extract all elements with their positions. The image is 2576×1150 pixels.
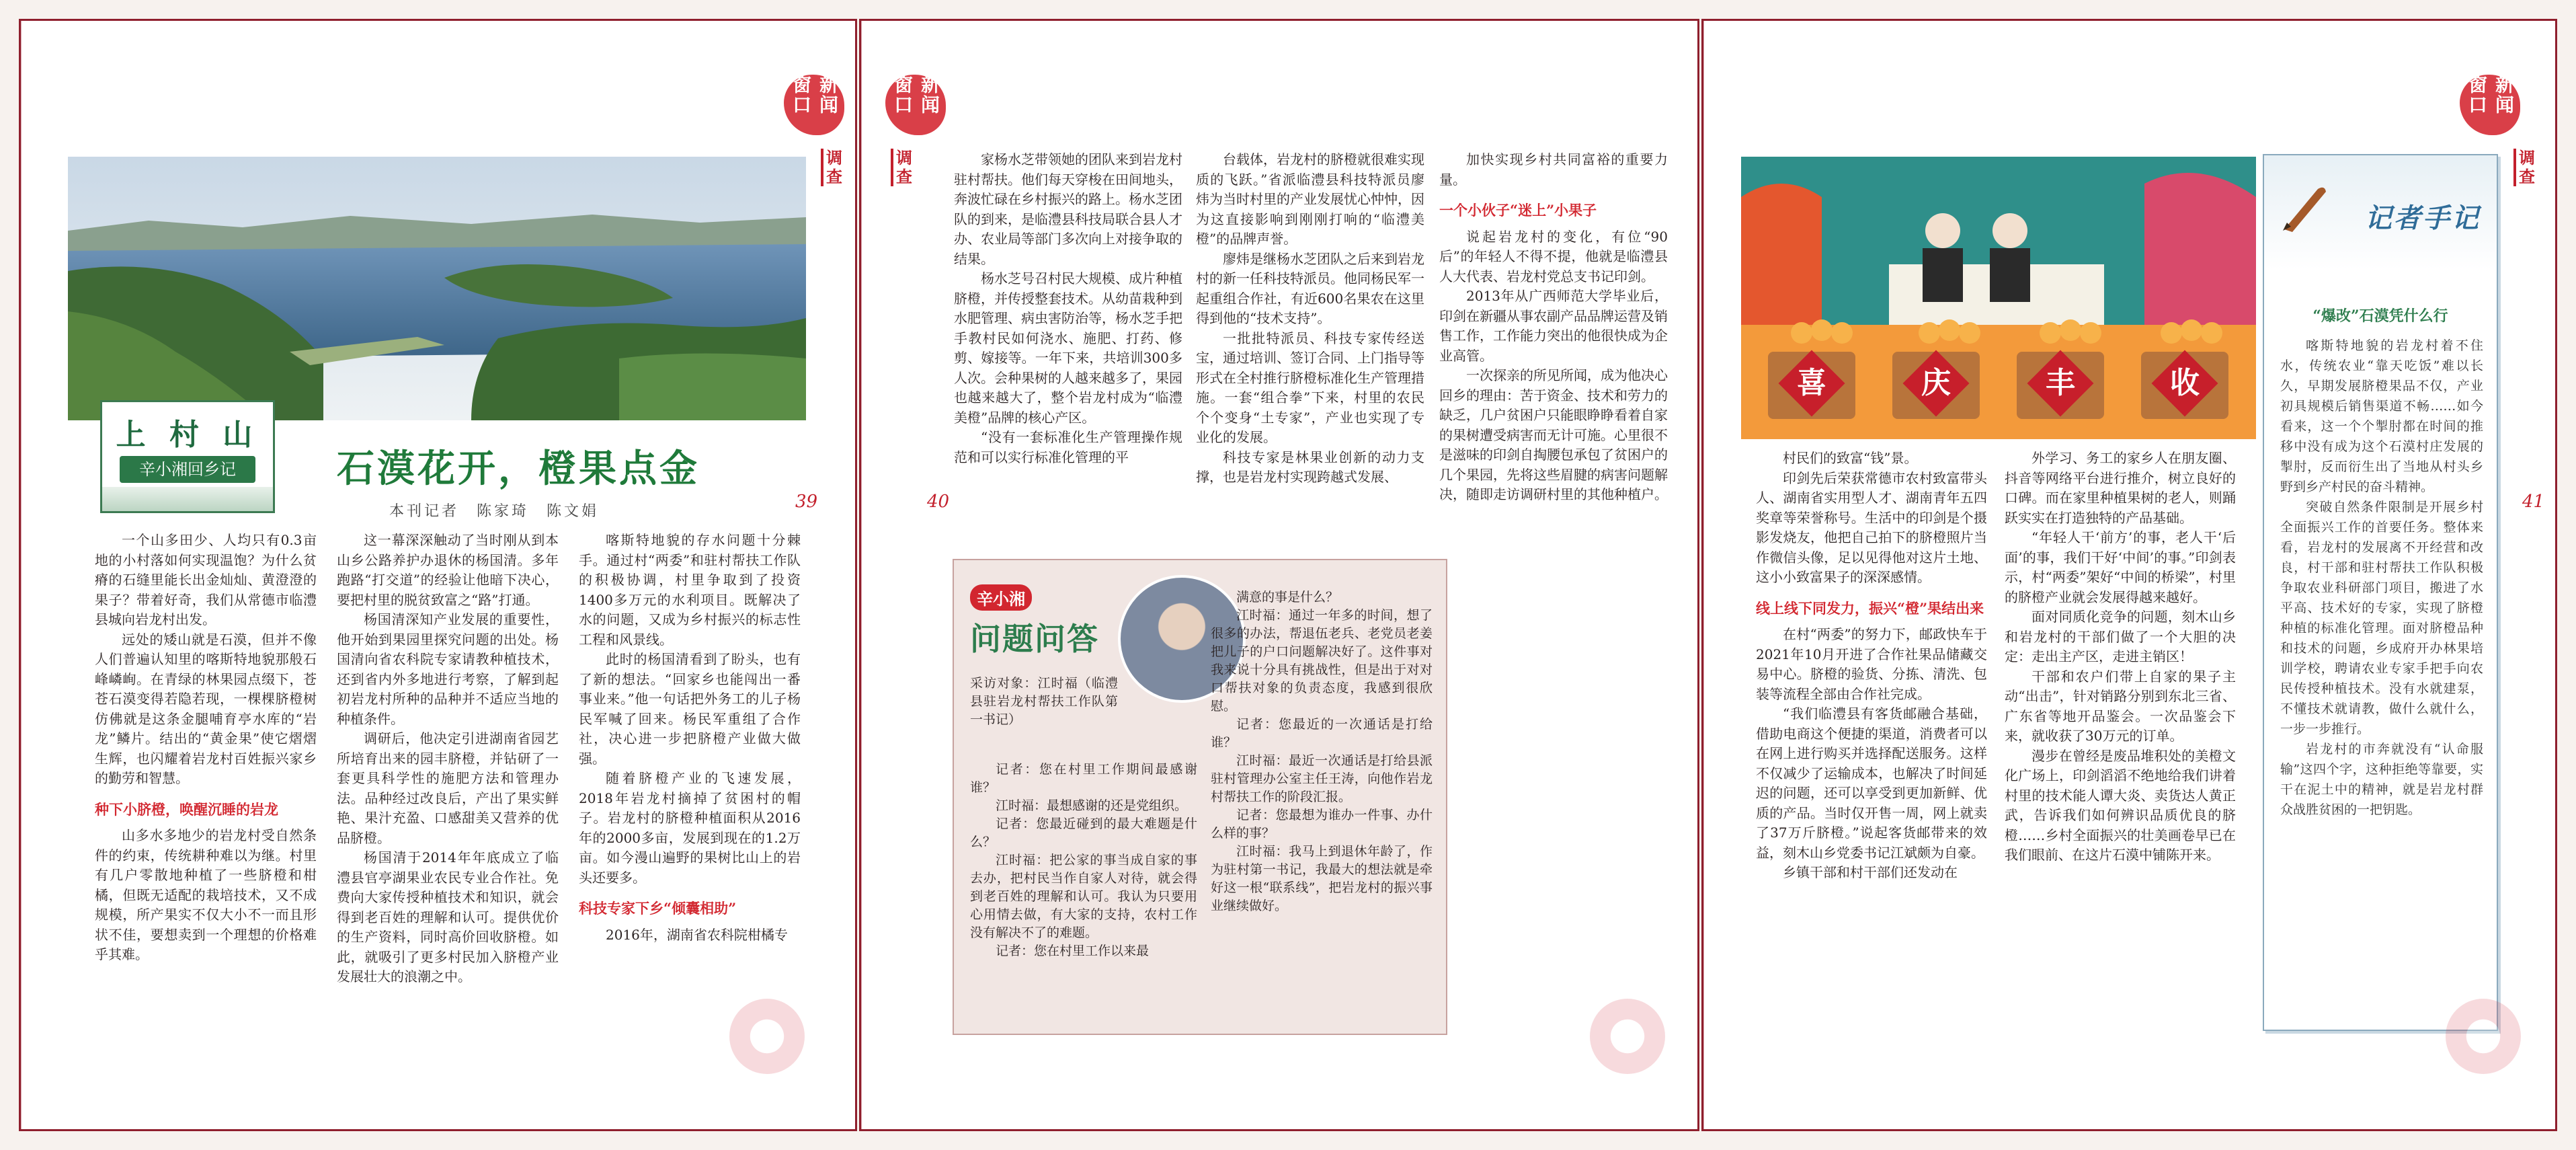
- text-column-2: [337, 531, 559, 987]
- paragraph: “没有一套标准化生产管理操作规范和可以实行标准化管理的平: [954, 429, 1182, 465]
- qa-column-left: 记者：您在村里工作期间最感谢谁？ 江时福：最想感谢的还是党组织。 记者：您最近碰到的最大难题是什么？ 江时福：把公家的事当成自家的事去办，把村民当作自家人对待，就会得到老百姓的理解和认可。我认为只要用心用情去做，有大家的支持，农村工作没有解决不了的难题。 记者：您在村里工作以来最: [970, 762, 1197, 958]
- notes-subtitle: “爆改”石漠凭什么行: [2312, 307, 2448, 325]
- article-headline: 石漠花开，橙果点金: [337, 447, 700, 491]
- subheading: 一个小伙子“迷上”小果子: [1439, 202, 1597, 219]
- qa-logo: 辛小湘 问题问答: [970, 584, 1111, 659]
- paragraph: 一个山多田少、人均只有0.3亩地的小村落如何实现温饱？为什么贫瘠的石缝里能长出金灿灿、黄澄澄的果子？带着好奇，我们从常德市临澧县城向岩龙村出发。: [95, 532, 317, 627]
- paragraph: 台载体，岩龙村的脐橙就很难实现质的飞跃。”省派临澧县科技特派员廖炜为当时村里的产业发展忧心忡忡，因为这直接影响到刚刚打响的“临澧美橙”的品牌声誉。: [1196, 151, 1424, 247]
- paragraph: 喀斯特地貌的存水问题十分棘手。通过村“两委”和驻村帮扶工作队的积极协调，村里争取到了投资1400多万元的水利项目。既解决了水的问题，又成为乡村振兴的标志性工程和风景线。: [579, 532, 801, 648]
- page-number: 40: [927, 492, 950, 512]
- page-number: 41: [2522, 492, 2545, 512]
- column-stamp: 新闻 窗口: [2460, 75, 2520, 135]
- paragraph: 喀斯特地貌的岩龙村着不住水，传统农业“靠天吃饭”难以长久，早期发展脐橙果品不仅，产业初具规模后销售渠道不畅……如今看来，这一个个掣肘都在时间的推移中没有成为这个石漠村庄发展的掣肘，反而衍生出了当地从村头乡野到乡产村民的奋斗精神。: [2280, 338, 2483, 494]
- page-41: [1701, 19, 2557, 1131]
- page-39: [19, 19, 857, 1131]
- paragraph: 随着脐橙产业的飞速发展，2018年岩龙村摘掉了贫困村的帽子。岩龙村的脐橙种植面积从2016年的2000多亩，发展到现在的1.2万亩。如今漫山遍野的果树比山上的岩头还要多。: [579, 770, 801, 886]
- section-tag: 调查: [821, 149, 845, 186]
- paragraph: 干部和农户们带上自家的果子主动“出击”，针对销路分别到东北三省、广东省等地开品鉴会。一次品鉴会下来，就收获了30万元的订单。: [2005, 668, 2236, 744]
- text-column-1: [95, 531, 317, 965]
- subheading: 线上线下同发力，振兴“橙”果结出来: [1756, 599, 1984, 617]
- section-tag: 调查: [891, 149, 915, 186]
- quill-pen-icon: [2278, 182, 2331, 236]
- paragraph: 印剑先后荣获常德市农村致富带头人、湖南省实用型人才、湖南青年五四奖章等荣誉称号。生活中的印剑是个摄影发烧友，他把自己拍下的脐橙照片当作微信头像，足以见得他对这片土地、这小小致富果子的深深感情。: [1756, 469, 1987, 585]
- notes-title: 记者手记: [2365, 202, 2481, 234]
- interviewee-info: 采访对象：江时福（临澧县驻岩龙村帮扶工作队第一书记）: [970, 676, 1118, 727]
- paragraph: 加快实现乡村共同富裕的重要力量。: [1439, 151, 1668, 188]
- text-column-2: [1196, 150, 1424, 488]
- column-banner: [100, 400, 275, 513]
- paragraph: “年轻人干‘前方’的事，老人干‘后面’的事，我们干好‘中间’的事。”印剑表示，村“两委”架好“中间的桥梁”，村里的脐橙产业就会发展得越来越好。: [2005, 529, 2236, 605]
- harvest-basket: 喜: [1768, 352, 1855, 419]
- paragraph: 漫步在曾经是废品堆积处的美橙文化广场上，印剑滔滔不绝地给我们讲着村里的技术能人谭大炎、卖货达人黄正武，告诉我们如何辨识品质优良的脐橙……乡村全面振兴的壮美画卷早已在我们眼前、在这片石漠中铺陈开来。: [2005, 747, 2236, 863]
- harvest-basket: 庆: [1892, 352, 1980, 419]
- qa-column-right: 满意的事是什么？ 江时福：通过一年多的时间，想了很多的办法，帮退伍老兵、老党员老姜把儿子的户口问题解决好了。这件事对我来说十分具有挑战性，但是出于对对口帮扶对象的负责态度，我感到很欣慰。 记者：您最近的一次通话是打给谁？ 江时福：最近一次通话是打给县派驻村管理办公室主任王涛，向他作岩龙村帮扶工作的阶段汇报。 记者：您最想为谁办一件事、办什么样的事？ 江时福：我马上到退休年龄了，作为驻村第一书记，我最大的想法就是牵好这一根“联系线”，把岩龙村的振兴事业继续做好。: [1211, 590, 1433, 913]
- subheading: 种下小脐橙，唤醒沉睡的岩龙: [95, 800, 278, 818]
- paragraph: 外学习、务工的家乡人在朋友圈、抖音等网络平台进行推介，树立良好的口碑。而在家里种植果树的老人，则踊跃实实在打造独特的产品基础。: [2005, 450, 2236, 526]
- paragraph: 2016年，湖南省农科院柑橘专: [606, 926, 788, 943]
- notes-body: [2280, 336, 2483, 820]
- paragraph: 调研后，他决定引进湖南省园艺所培育出来的园丰脐橙，并钻研了一套更具科学性的施肥方法和管理办法。品种经过改良后，产出了果实鲜艳、果汁充盈、口感甜美又营养的优品脐橙。: [337, 730, 559, 846]
- paragraph: 突破自然条件限制是开展乡村全面振兴工作的首要任务。整体来看，岩龙村的发展离不开经营和改良，村干部和驻村帮扶工作队积极争取农业科研部门项目，搬进了水平高、技术好的专家，实现了脐橙种植的标准化管理。面对脐橙品种和技术的问题，乡成府开办林果培训学校，聘请农业专家手把手向农民传授种植技术。没有水就建泵，不懂技术就请教，做什么就什么，一步一步推行。: [2280, 500, 2483, 736]
- paragraph: 这一幕深深触动了当时刚从到本山乡公路养护办退休的杨国清。多年跑路“打交道”的经验让他暗下决心，要把村里的脱贫致富之“路”打通。: [337, 532, 559, 608]
- decorative-flower-icon: [720, 989, 814, 1083]
- banner-title: 上 村 山: [116, 418, 259, 452]
- paragraph: 家杨水芝带领她的团队来到岩龙村驻村帮扶。他们每天穿梭在田间地头，奔波忙碌在乡村振兴的路上。杨水芝团队的到来，是临澧县科技局联合县人才办、农业局等部门多次向上对接争取的结果。: [954, 151, 1182, 267]
- paragraph: 杨国清于2014年年底成立了临澧县官亭湖果业农民专业合作社。免费向大家传授种植技术和知识，就会得到老百姓的理解和认可。提供优价的生产资料，同时高价回收脐橙。如此，就吸引了更多村民加入脐橙产业发展壮大的浪潮之中。: [337, 849, 559, 985]
- paragraph: 村民们的致富“钱”景。: [1783, 450, 1918, 466]
- paragraph: 此时的杨国清看到了盼头，也有了新的想法。“回家乡也能闯出一番事业来。”他一句话把外务工的儿子杨民军喊了回来。杨民军重组了合作社，决心进一步把脐橙产业做大做强。: [579, 651, 801, 767]
- paragraph: 杨水芝号召村民大规模、成片种植脐橙，并传授整套技术。从幼苗栽种到水肥管理、病虫害防治等，杨水芝手把手教村民如何浇水、施肥、打药、修剪、嫁接等。一年下来，共培训300多人次。会种果树的人越来越多了，果园也越来越大了，整个岩龙村成为“临澧美橙”品牌的核心产区。: [954, 270, 1182, 426]
- paragraph: 科技专家是林果业创新的动力支撑，也是岩龙村实现跨越式发展、: [1196, 449, 1424, 485]
- harvest-festival-photo: [1741, 157, 2256, 439]
- paragraph: 山多水多地少的岩龙村受自然条件的约束，传统耕种难以为继。村里有几户零散地种植了一些脐橙和柑橘，但既无适配的栽培技术，又不成规模，所产果实不仅大小不一而且形状不佳，要想卖到一个理想的价格难乎其难。: [95, 827, 317, 962]
- text-column-1: [954, 150, 1182, 467]
- paragraph: 一批批特派员、科技专家传经送宝，通过培训、签订合同、上门指导等形式在全村推行脐橙标准化生产管理措施。一套“组合拳”下来，村里的农民个个变身“土专家”，产业也实现了专业化的发展。: [1196, 330, 1424, 445]
- paragraph: 一次探亲的所见所闻，成为他决心回乡的理由：苦于资金、技术和劳力的缺乏，几户贫困户只能眼睁睁看着自家的果树遭受病害而无计可施。心里很不是滋味的印剑自掏腰包承包了贫困户的几个果园，先将这些眉腱的病害问题解决，随即走访调研村里的其他种植户。: [1439, 367, 1668, 502]
- paragraph: 在村“两委”的努力下，邮政快车于2021年10月开进了合作社果品储藏交易中心。脐橙的验货、分拣、清洗、包装等流程全部由合作社完成。: [1756, 626, 1987, 702]
- banner-subtitle: 辛小湘回乡记: [120, 456, 255, 483]
- article-byline: 本刊记者 陈家琦 陈文娟: [389, 503, 600, 520]
- paragraph: 杨国清深知产业发展的重要性，他开始到果园里探究问题的出处。杨国清向省农科院专家请教种植技术，还到省内外多地进行考察，了解到起初岩龙村所种的品种并不适应当地的种植条件。: [337, 611, 559, 727]
- subheading: 科技专家下乡“倾囊相助”: [579, 900, 737, 917]
- paragraph: “我们临澧县有客货邮融合基础，借助电商这个便捷的渠道，消费者可以在网上进行购买并选择配送服务。这样不仅减少了运输成本，也解决了时间延迟的问题，还可以享受到更加新鲜、优质的产品。当时仅开售一周，网上就卖了37万斤脐橙。”说起客货邮带来的效益，刻木山乡党委书记江斌颇为自豪。: [1756, 705, 1987, 861]
- column-stamp: 新闻 窗口: [885, 75, 946, 135]
- reservoir-landscape-photo: [68, 157, 806, 420]
- paragraph: 远处的矮山就是石漠，但并不像人们普遍认知里的喀斯特地貌那般石峰嶙峋。在青绿的林果园点缀下，苍苍石漠变得若隐若现，一棵棵脐橙树仿佛就是这条金腿哺育亭水库的“岩龙”鳞片。结出的“黄金果”使它熠熠生辉，也闪耀着岩龙村百姓振兴家乡的勤劳和智慧。: [95, 631, 317, 786]
- paragraph: 岩龙村的市奔就没有“认命服输”这四个字，这种拒绝等靠要，实干在泥土中的精神，就是岩龙村群众战胜贫困的一把钥匙。: [2280, 742, 2483, 817]
- text-column-3: [1439, 150, 1668, 505]
- column-stamp: 新闻 窗口: [784, 75, 844, 135]
- text-column-3: [579, 531, 801, 945]
- paragraph: 2013年从广西师范大学毕业后，印剑在新疆从事农副产品品牌运营及销售工作，工作能力突出的他很快成为企业高管。: [1439, 288, 1668, 364]
- text-column-2: [2005, 449, 2236, 866]
- decorative-flower-icon: [1580, 989, 1675, 1083]
- interview-qa-box: [953, 559, 1447, 1035]
- page-40: [859, 19, 1699, 1131]
- paragraph: 面对同质化竞争的问题，刻木山乡和岩龙村的干部们做了一个大胆的决定：走出主产区，走进主销区！: [2005, 609, 2236, 664]
- paragraph: 乡镇干部和村干部们还发动在: [1783, 864, 1958, 880]
- paragraph: 说起岩龙村的变化，有位“90后”的年轻人不得不提，他就是临澧县人大代表、岩龙村党总支书记印剑。: [1439, 228, 1668, 284]
- decorative-flower-icon: [2436, 989, 2530, 1083]
- text-column-1: [1756, 449, 1987, 883]
- section-tag: 调查: [2513, 149, 2538, 186]
- harvest-basket: 丰: [2017, 352, 2104, 419]
- reporter-notes-box: [2263, 154, 2498, 1031]
- harvest-basket: 收: [2141, 352, 2228, 419]
- page-number: 39: [795, 492, 818, 512]
- paragraph: 廖炜是继杨水芝团队之后来到岩龙村的新一任科技特派员。他同杨民军一起重组合作社，有近600名果农在这里得到他的“技术支持”。: [1196, 250, 1424, 326]
